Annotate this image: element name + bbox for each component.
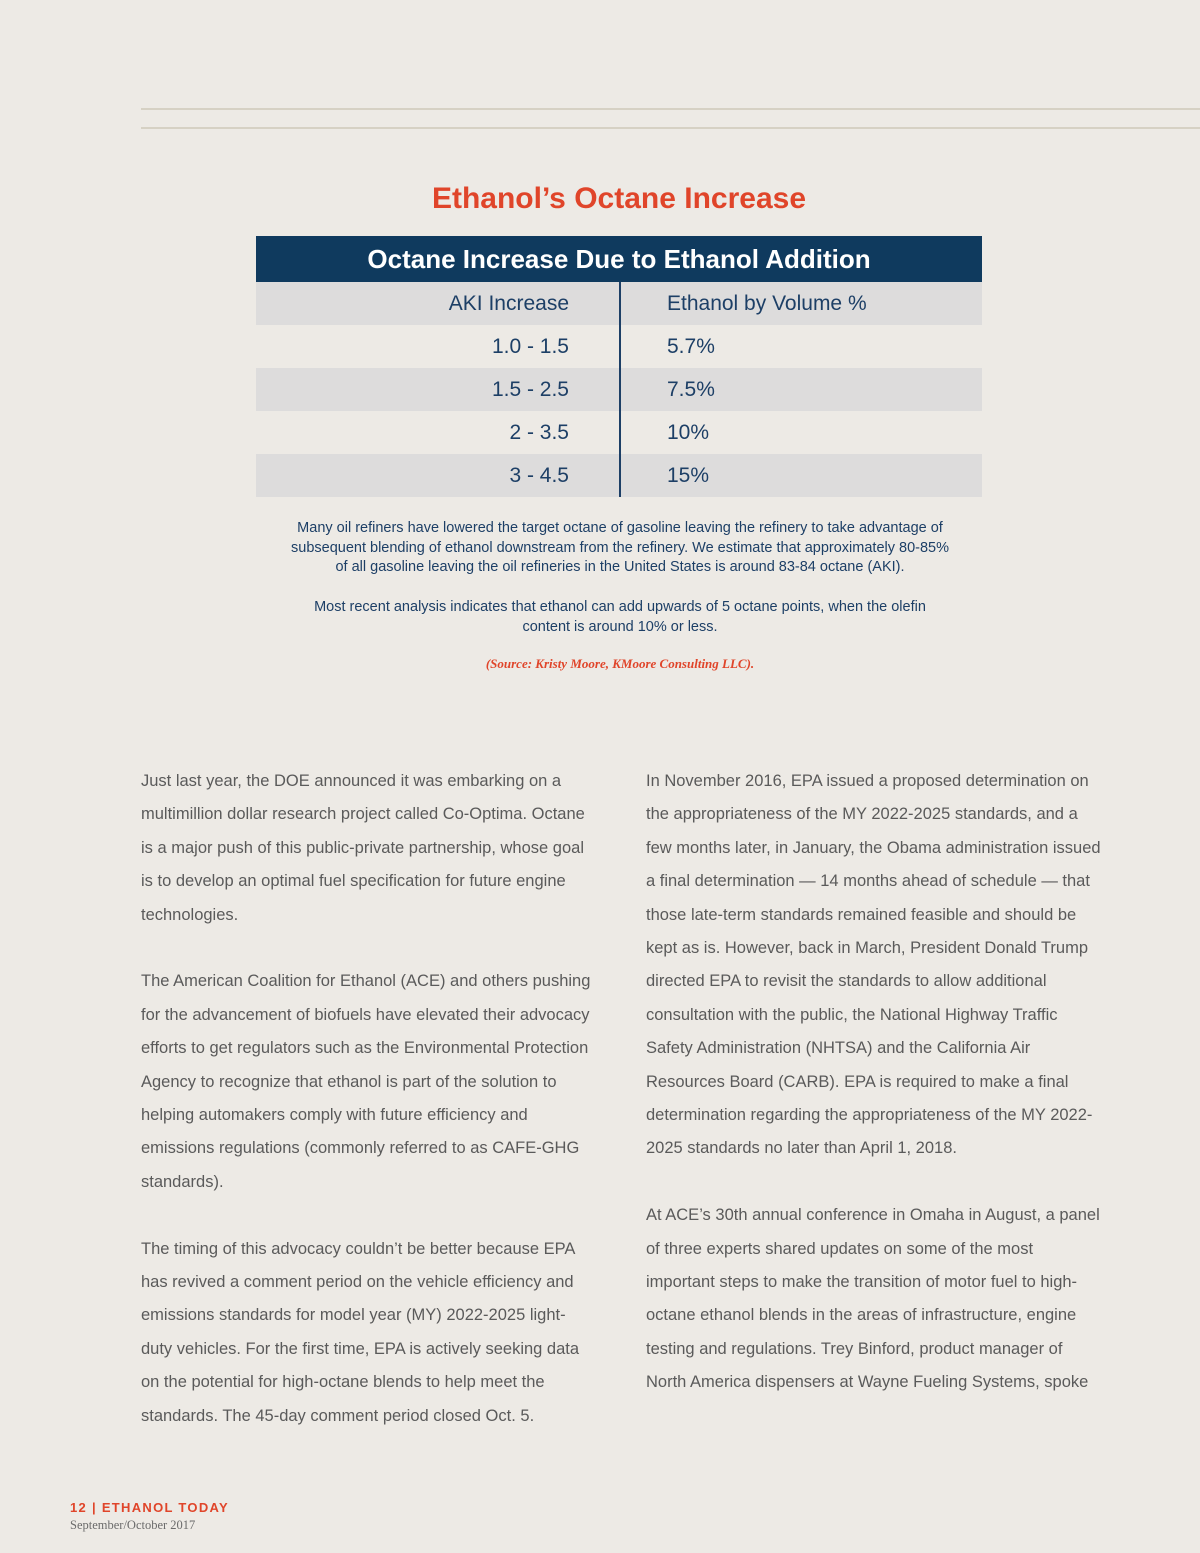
ethanol-cell: 5.7% (667, 335, 715, 358)
aki-cell: 2 - 3.5 (256, 411, 621, 454)
table-column-headers (256, 282, 982, 325)
article-paragraph: At ACE’s 30th annual conference in Omaha in August, a panel of three experts shared updates on some of the most important steps to make the transition of motor fuel to high-octane ethanol blends in the areas of infrastructure, engine testing and regulations. Trey Binford, product manager of North America dispensers at Wayne Fueling Systems, spoke (646, 1206, 1100, 1392)
article-paragraph: The timing of this advocacy couldn’t be better because EPA has revived a comment period on the vehicle efficiency and emissions standards for model year (MY) 2022-2025 light-duty vehicles. For the first time, EPA is actively seeking data on the potential for high-octane blends to help meet the standards. The 45-day comment period closed Oct. 5. (141, 1239, 580, 1425)
article-column-left (141, 765, 596, 1466)
sidebar-title: Ethanol’s Octane Increase (431, 182, 807, 215)
source-citation: (Source: Kristy Moore, KMoore Consulting LLC). (485, 656, 755, 671)
column-header-ethanol: Ethanol by Volume % (667, 292, 867, 315)
table-row (256, 411, 982, 454)
table-row (256, 368, 982, 411)
aki-cell: 1.0 - 1.5 (256, 325, 621, 368)
footer-issue-date: September/October 2017 (70, 1518, 196, 1532)
table-row (256, 454, 982, 497)
article-paragraph: Just last year, the DOE announced it was embarking on a multimillion dollar research project called Co-Optima. Octane is a major push of this public-private partnership, whose goal is to develop an optimal fuel specification for future engine technologies. (141, 772, 585, 924)
top-rule-secondary (141, 127, 1200, 129)
sidebar-note-refiners: Many oil refiners have lowered the target octane of gasoline leaving the refinery to take advantage of subsequent blending of ethanol downstream from the refinery. We estimate that approximately 80-85% of all gasoline leaving the oil refineries in the United States is around 83-84 octane (AKI). (291, 520, 949, 575)
table-row (256, 325, 982, 368)
article-paragraph: The American Coalition for Ethanol (ACE) and others pushing for the advancement of biofuels have elevated their advocacy efforts to get regulators such as the Environmental Protection Agency to recognize that ethanol is part of the solution to helping automakers comply with future efficiency and emissions regulations (commonly referred to as CAFE-GHG standards). (141, 972, 591, 1191)
octane-table (256, 236, 982, 497)
column-header-aki: AKI Increase (256, 282, 621, 325)
aki-cell: 3 - 4.5 (256, 454, 621, 497)
sidebar-note-analysis: Most recent analysis indicates that ethanol can add upwards of 5 octane points, when the olefin content is around 10% or less. (314, 599, 926, 635)
ethanol-cell: 7.5% (667, 378, 715, 401)
ethanol-cell: 10% (667, 421, 710, 444)
top-rule (141, 108, 1200, 110)
table-header: Octane Increase Due to Ethanol Addition (256, 236, 982, 282)
footer-publication: 12 | ETHANOL TODAY (70, 1500, 229, 1515)
article-column-right (646, 765, 1101, 1433)
aki-cell: 1.5 - 2.5 (256, 368, 621, 411)
ethanol-cell: 15% (667, 464, 710, 487)
article-paragraph: In November 2016, EPA issued a proposed determination on the appropriateness of the MY 2022-2025 standards, and a few months later, in January, the Obama administration issued a final determination — 14 months ahead of schedule — that those late-term standards remained feasible and should be kept as is. However, back in March, President Donald Trump directed EPA to revisit the standards to allow additional consultation with the public, the National Highway Traffic Safety Administration (NHTSA) and the California Air Resources Board (CARB). EPA is required to make a final determination regarding the appropriateness of the MY 2022-2025 standards no later than April 1, 2018. (646, 772, 1101, 1158)
